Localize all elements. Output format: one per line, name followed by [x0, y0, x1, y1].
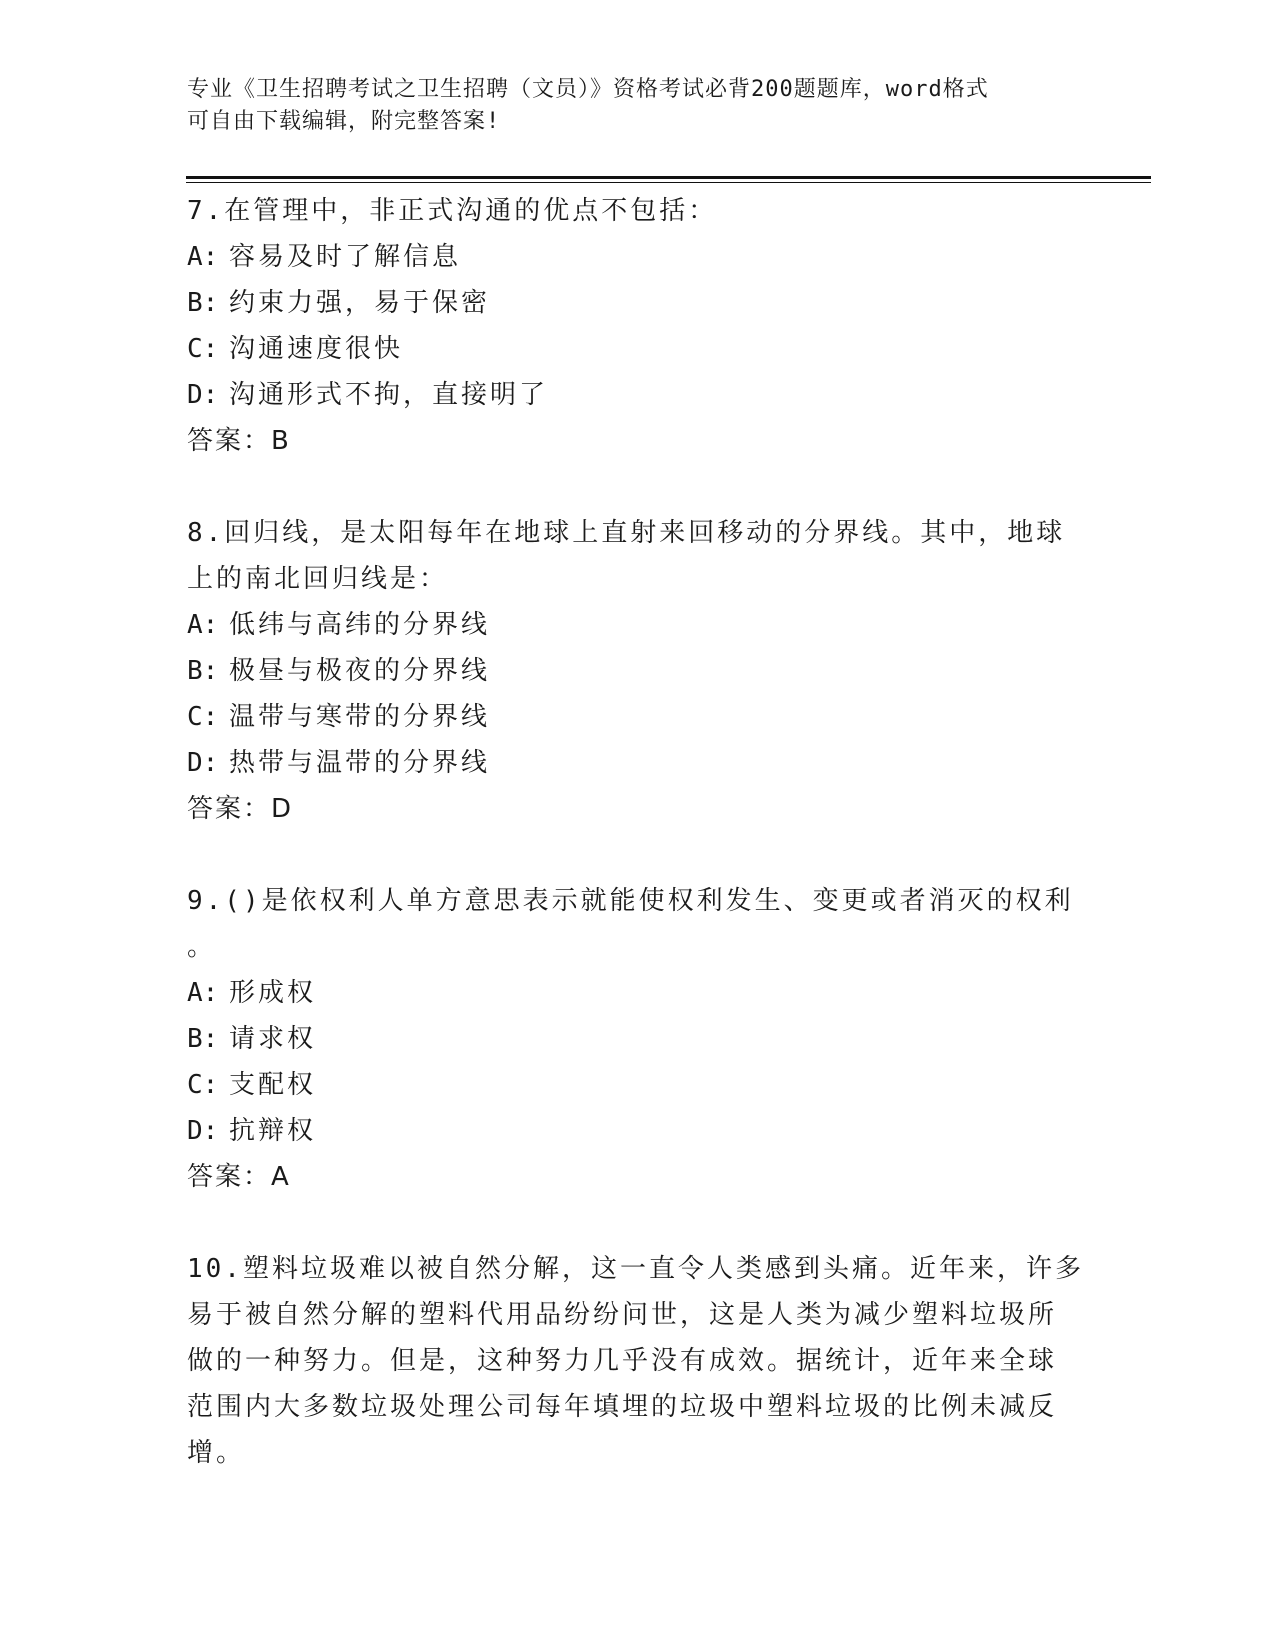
option-letter: B: [187, 288, 219, 318]
option-a [187, 602, 1087, 648]
question-block [187, 510, 1087, 832]
option-d [187, 372, 1087, 418]
option-b [187, 648, 1087, 694]
document-header [187, 74, 1087, 138]
option-letter: D: [187, 748, 219, 778]
option-letter: A: [187, 978, 219, 1008]
question-block [187, 878, 1087, 1200]
answer-text: 答案：A [187, 1162, 291, 1192]
option-letter: C: [187, 334, 219, 364]
header-line-1: 专业《卫生招聘考试之卫生招聘（文员）》资格考试必背200题题库，word格式 [187, 77, 989, 102]
header-divider-thick [186, 176, 1151, 179]
option-a [187, 234, 1087, 280]
option-text: 沟通速度很快 [229, 334, 404, 364]
option-text: 支配权 [229, 1070, 317, 1100]
header-line-2: 可自由下载编辑，附完整答案! [187, 109, 501, 134]
option-text: 极昼与极夜的分界线 [229, 656, 491, 686]
question-text: 上的南北回归线是： [187, 564, 449, 594]
header-divider-thin [186, 182, 1151, 183]
option-letter: B: [187, 656, 219, 686]
question-text: 8.回归线，是太阳每年在地球上直射来回移动的分界线。其中，地球 [187, 518, 1066, 548]
question-text: 。 [187, 932, 217, 962]
option-letter: D: [187, 380, 219, 410]
option-c [187, 694, 1087, 740]
option-letter: A: [187, 610, 219, 640]
question-text: 9.()是依权利人单方意思表示就能使权利发生、变更或者消灭的权利 [187, 886, 1074, 916]
option-text: 温带与寒带的分界线 [229, 702, 491, 732]
question-block [187, 1246, 1087, 1476]
question-text: 10.塑料垃圾难以被自然分解，这一直令人类感到头痛。近年来，许多 [187, 1254, 1084, 1284]
option-d [187, 1108, 1087, 1154]
option-a [187, 970, 1087, 1016]
option-text: 抗辩权 [229, 1116, 317, 1146]
option-c [187, 1062, 1087, 1108]
option-letter: B: [187, 1024, 219, 1054]
answer-text: 答案：D [187, 794, 294, 824]
question-text: 增。 [187, 1438, 246, 1468]
option-text: 请求权 [229, 1024, 317, 1054]
option-letter: C: [187, 702, 219, 732]
option-text: 约束力强，易于保密 [229, 288, 491, 318]
question-list [187, 188, 1087, 1476]
option-b [187, 280, 1087, 326]
option-text: 沟通形式不拘，直接明了 [229, 380, 549, 410]
question-text: 做的一种努力。但是，这种努力几乎没有成效。据统计，近年来全球 [187, 1346, 1058, 1376]
option-letter: A: [187, 242, 219, 272]
option-c [187, 326, 1087, 372]
option-letter: D: [187, 1116, 219, 1146]
answer-text: 答案：B [187, 426, 291, 456]
option-text: 形成权 [229, 978, 317, 1008]
option-d [187, 740, 1087, 786]
question-text: 易于被自然分解的塑料代用品纷纷问世，这是人类为减少塑料垃圾所 [187, 1300, 1058, 1330]
option-text: 容易及时了解信息 [229, 242, 462, 272]
option-text: 低纬与高纬的分界线 [229, 610, 491, 640]
question-text: 范围内大多数垃圾处理公司每年填埋的垃圾中塑料垃圾的比例未减反 [187, 1392, 1058, 1422]
option-text: 热带与温带的分界线 [229, 748, 491, 778]
option-b [187, 1016, 1087, 1062]
option-letter: C: [187, 1070, 219, 1100]
question-text: 7.在管理中，非正式沟通的优点不包括： [187, 196, 718, 226]
question-block [187, 188, 1087, 464]
